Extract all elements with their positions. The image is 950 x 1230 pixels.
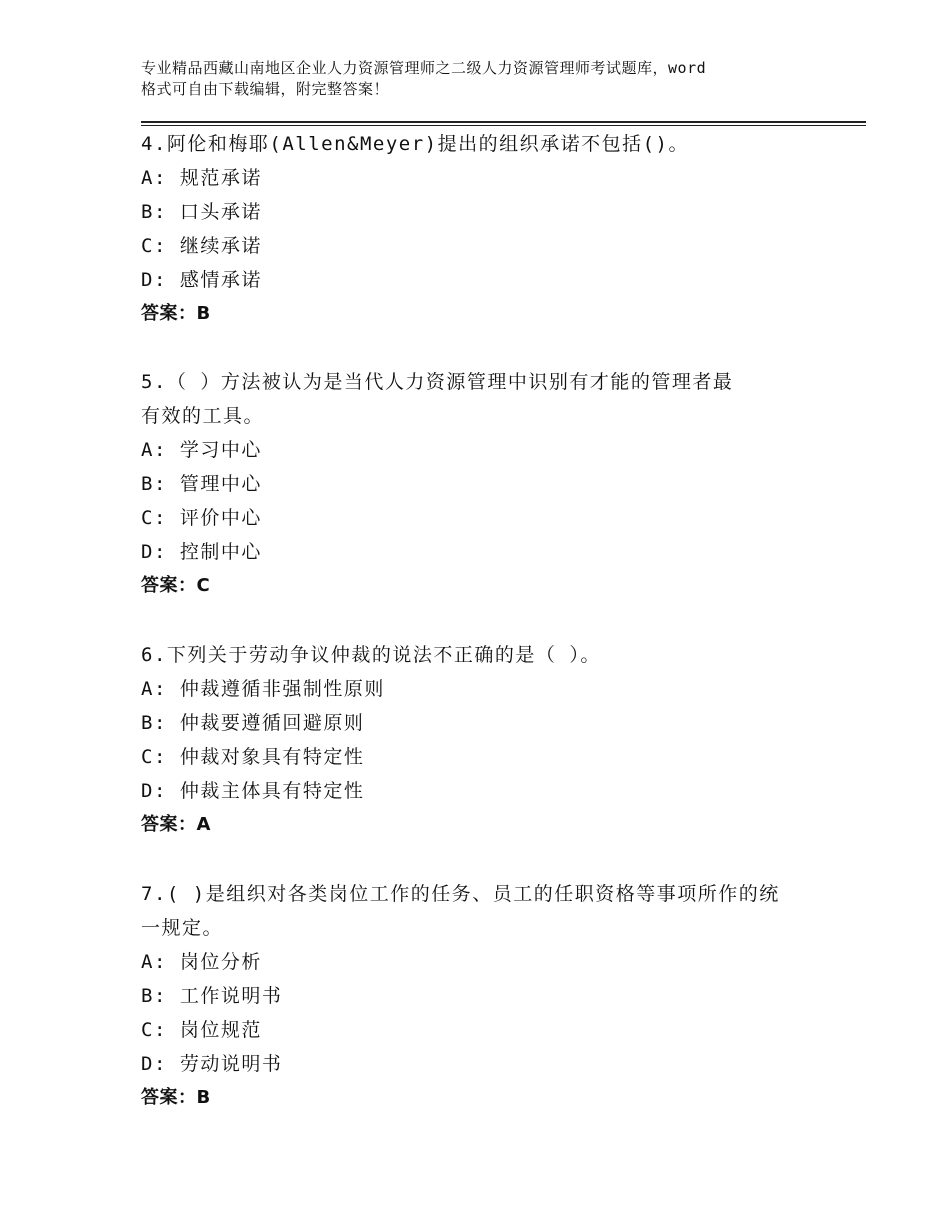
answer: 答案：A (141, 814, 211, 835)
question-5 (141, 365, 811, 603)
document-header (141, 58, 841, 100)
option-d: D: 劳动说明书 (141, 1053, 283, 1075)
option-a: A: 学习中心 (141, 439, 262, 461)
question-stem-continued: 有效的工具。 (141, 405, 265, 427)
question-4 (141, 127, 811, 331)
option-c: C: 岗位规范 (141, 1019, 262, 1041)
option-d: D: 感情承诺 (141, 269, 262, 291)
option-a: A: 仲裁遵循非强制性原则 (141, 678, 385, 700)
option-c: C: 继续承诺 (141, 235, 262, 257)
question-stem: 7.( )是组织对各类岗位工作的任务、员工的任职资格等事项所作的统 (141, 883, 780, 905)
answer: 答案：C (141, 575, 211, 596)
option-c: C: 仲裁对象具有特定性 (141, 746, 365, 768)
option-b: B: 仲裁要遵循回避原则 (141, 712, 365, 734)
option-a: A: 岗位分析 (141, 951, 262, 973)
option-c: C: 评价中心 (141, 507, 262, 529)
header-line-2: 格式可自由下载编辑，附完整答案！ (141, 80, 390, 98)
question-stem: 4.阿伦和梅耶(Allen&Meyer)提出的组织承诺不包括()。 (141, 133, 689, 155)
question-7 (141, 877, 811, 1115)
header-divider-thick (141, 121, 866, 123)
option-a: A: 规范承诺 (141, 167, 262, 189)
question-stem: 5.（ ）方法被认为是当代人力资源管理中识别有才能的管理者最 (141, 371, 734, 393)
question-stem-continued: 一规定。 (141, 917, 224, 939)
question-stem: 6.下列关于劳动争议仲裁的说法不正确的是（ ）。 (141, 644, 601, 666)
option-b: B: 口头承诺 (141, 201, 262, 223)
header-divider-thin (141, 125, 866, 126)
answer: 答案：B (141, 303, 211, 324)
option-d: D: 仲裁主体具有特定性 (141, 780, 365, 802)
option-b: B: 工作说明书 (141, 985, 283, 1007)
option-b: B: 管理中心 (141, 473, 262, 495)
answer: 答案：B (141, 1087, 211, 1108)
header-line-1: 专业精品西藏山南地区企业人力资源管理师之二级人力资源管理师考试题库，word (141, 59, 707, 77)
question-6 (141, 638, 811, 842)
option-d: D: 控制中心 (141, 541, 262, 563)
